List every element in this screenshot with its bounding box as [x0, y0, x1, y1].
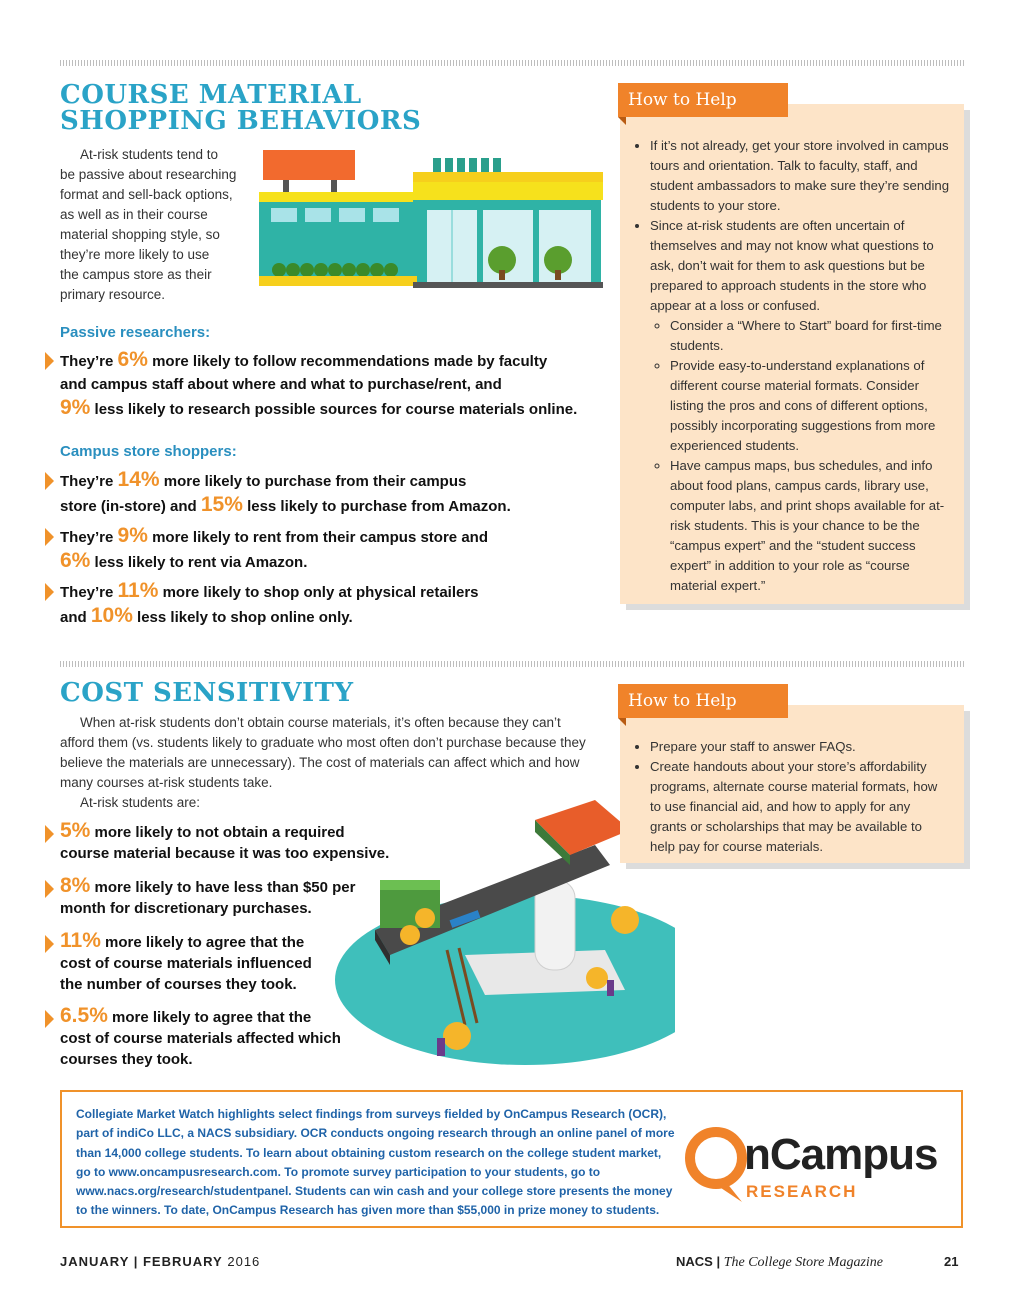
chevron-icon [45, 583, 54, 601]
help-bullet: • Create handouts about your store’s affordability programs, alternate course material formats, how to use financial aid, and how to apply for any grants or scholarships that may be available to help pay for course materials. [650, 757, 950, 857]
help-subbullet: ◦ Provide easy-to-understand explanations of different course material formats. Consider listing the pros and cons of different options, possibly incorporating suggestions from more experienced students. [670, 356, 950, 456]
storefront-illustration [255, 148, 605, 293]
how-to-help-tab-2: How to Help [618, 684, 788, 718]
mid-divider [60, 661, 965, 667]
help-subbullet: ◦ Consider a “Where to Start” board for first-time students. [670, 316, 950, 356]
chevron-icon [45, 880, 54, 898]
shopper-stat-3: They’re 11% more likely to shop only at physical retailers and 10% less likely to shop online only. [60, 579, 479, 627]
cost-stat-1: 5% more likely to not obtain a required course material because it was too expensive. [60, 819, 390, 862]
cost-stat-3: 11% more likely to agree that the cost of course materials influenced the number of courses they took. [60, 929, 312, 993]
chevron-icon [45, 352, 54, 370]
chevron-icon [45, 472, 54, 490]
how-to-help-box-2 [620, 705, 964, 863]
chevron-icon [45, 825, 54, 843]
how-to-help-box-1 [620, 104, 964, 604]
speech-bubble-o-icon [682, 1124, 752, 1204]
chevron-icon [45, 935, 54, 953]
cost-intro: When at-risk students don’t obtain course materials, it’s often because they can’t afford them (vs. students likely to graduate who most often don’t purchase because they believe the materials are unnecessary). The cost of materials can affect which and how many courses at-risk students take. At-risk students are: [60, 715, 586, 810]
oncampus-research-box [60, 1090, 963, 1228]
top-divider [60, 60, 965, 66]
logo-subtitle: RESEARCH [746, 1182, 858, 1201]
section-title-shopping: COURSE MATERIAL SHOPPING BEHAVIORS [60, 80, 422, 136]
section-title-cost: COST SENSITIVITY [60, 678, 354, 708]
passive-researchers-heading: Passive researchers: [60, 324, 211, 341]
passive-stats: They’re 6% more likely to follow recommendations made by faculty and campus staff about where and what to purchase/rent, and 9% less likely to research possible sources for course materials online. [60, 348, 578, 419]
issue-date: JANUARY | FEBRUARY 2016 [60, 1254, 261, 1269]
cost-stat-2: 8% more likely to have less than $50 per month for discretionary purchases. [60, 874, 356, 917]
cost-stat-4: 6.5% more likely to agree that the cost of course materials affected which courses they took. [60, 1004, 341, 1068]
help-bullet: • Since at-risk students are often uncertain of themselves and may not know what questions to ask, don’t wait for them to ask questions but be prepared to approach students in the store who appear at a loss or confused. [650, 216, 950, 316]
chevron-icon [45, 1010, 54, 1028]
help-bullet: • If it’s not already, get your store involved in campus tours and orientation. Talk to faculty, staff, and student ambassadors to make sure they’re sending students to your store. [650, 136, 950, 216]
oncampus-description: Collegiate Market Watch highlights select findings from surveys fielded by OnCampus Research (OCR), part of indiCo LLC, a NACS subsidiary. OCR conducts ongoing research through an online panel of more than 14,000 college students. To learn about obtaining custom research on the college student market, go to www.oncampusresearch.com. To promote survey participation to your students, go to www.nacs.org/research/studentpanel. Students can win cash and your college store presents the money to the winners. To date, OnCampus Research has given more than $55,000 in prize money to students. [76, 1107, 675, 1218]
oncampus-logo [682, 1124, 952, 1214]
magazine-name: NACS | The College Store Magazine [676, 1254, 884, 1270]
shopper-stat-2: They’re 9% more likely to rent from their campus store and 6% less likely to rent via Amazon. [60, 524, 488, 572]
shopping-intro: At-risk students tend to be passive about researching format and sell-back options, as well as in their course material shopping style, so they’re more likely to use the campus store as their primary resource. [60, 147, 237, 302]
campus-store-shoppers-heading: Campus store shoppers: [60, 443, 237, 460]
logo-wordmark: nCampus [744, 1130, 938, 1179]
how-to-help-tab-1: How to Help [618, 83, 788, 117]
chevron-icon [45, 528, 54, 546]
shopper-stat-1: They’re 14% more likely to purchase from their campus store (in-store) and 15% less likely to purchase from Amazon. [60, 468, 511, 516]
help-bullet: • Prepare your staff to answer FAQs. [650, 737, 950, 757]
page-number: 21 [944, 1254, 959, 1269]
help-subbullet: ◦ Have campus maps, bus schedules, and info about food plans, campus cards, library use, computer labs, and print shops available for at-risk students. This is your chance to be the “campus expert” and the “student success expert” in addition to your role as “course material expert.” [670, 456, 950, 596]
